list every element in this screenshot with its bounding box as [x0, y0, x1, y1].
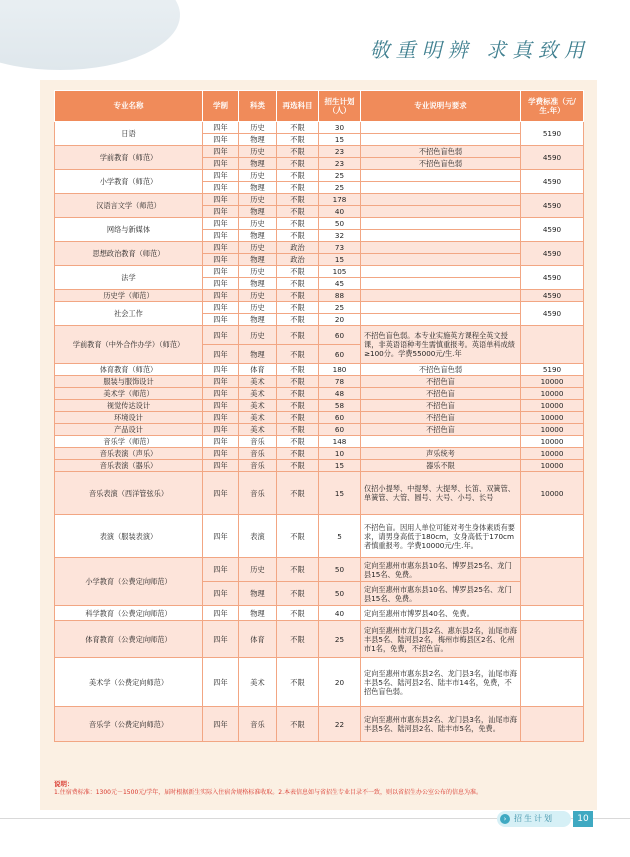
- cell-major: 音乐表演（器乐）: [55, 460, 203, 472]
- cell-elective: 政治: [277, 242, 319, 254]
- header-category: 科类: [239, 91, 277, 122]
- cell-tuition: 10000: [521, 388, 584, 400]
- cell-elective: 不限: [277, 302, 319, 314]
- cell-elective: 不限: [277, 558, 319, 582]
- cell-category: 体育: [239, 364, 277, 376]
- cell-category: 物理: [239, 345, 277, 364]
- cell-plan: 23: [319, 158, 361, 170]
- cell-duration: 四年: [203, 326, 239, 345]
- table-row: [55, 376, 584, 388]
- table-row: [55, 266, 584, 278]
- cell-plan: 30: [319, 122, 361, 134]
- table-row: [55, 515, 584, 558]
- cell-duration: 四年: [203, 472, 239, 515]
- cell-major: 日语: [55, 122, 203, 146]
- cell-elective: 不限: [277, 314, 319, 326]
- cell-plan: 60: [319, 326, 361, 345]
- cell-description: [361, 314, 521, 326]
- cell-duration: 四年: [203, 621, 239, 658]
- cell-major: 历史学（师范）: [55, 290, 203, 302]
- cell-duration: 四年: [203, 278, 239, 290]
- cell-duration: 四年: [203, 606, 239, 621]
- cell-tuition: 10000: [521, 460, 584, 472]
- cell-category: 物理: [239, 158, 277, 170]
- header-plan: 招生计划（人）: [319, 91, 361, 122]
- cell-description: [361, 436, 521, 448]
- cell-description: [361, 170, 521, 182]
- cell-tuition: 4590: [521, 170, 584, 194]
- cell-tuition: [521, 558, 584, 606]
- cell-tuition: 10000: [521, 424, 584, 436]
- cell-plan: 15: [319, 254, 361, 266]
- cell-plan: 60: [319, 424, 361, 436]
- cell-duration: 四年: [203, 424, 239, 436]
- cell-description: [361, 302, 521, 314]
- cell-category: 历史: [239, 266, 277, 278]
- cell-duration: 四年: [203, 158, 239, 170]
- cell-description: 不招色盲: [361, 412, 521, 424]
- cell-major: 法学: [55, 266, 203, 290]
- cell-elective: 不限: [277, 707, 319, 742]
- cell-category: 历史: [239, 146, 277, 158]
- cell-description: 不招色盲: [361, 388, 521, 400]
- cell-category: 历史: [239, 302, 277, 314]
- table-row: [55, 194, 584, 206]
- cell-tuition: 4590: [521, 218, 584, 242]
- cell-elective: 不限: [277, 412, 319, 424]
- cell-category: 物理: [239, 606, 277, 621]
- table-row: [55, 326, 584, 345]
- cell-elective: 不限: [277, 400, 319, 412]
- cell-tuition: 10000: [521, 472, 584, 515]
- cell-description: 不招色盲: [361, 400, 521, 412]
- cell-major: 体育教育（公费定向师范）: [55, 621, 203, 658]
- cell-tuition: 4590: [521, 266, 584, 290]
- cell-duration: 四年: [203, 302, 239, 314]
- table-row: [55, 242, 584, 254]
- cell-tuition: 4590: [521, 290, 584, 302]
- cell-description: [361, 194, 521, 206]
- table-row: [55, 290, 584, 302]
- cell-major: 音乐学（公费定向师范）: [55, 707, 203, 742]
- table-row: [55, 170, 584, 182]
- page-number: 10: [573, 811, 593, 827]
- cell-major: 音乐表演（西洋管弦乐）: [55, 472, 203, 515]
- cell-category: 美术: [239, 400, 277, 412]
- cell-category: 美术: [239, 412, 277, 424]
- cell-major: 网络与新媒体: [55, 218, 203, 242]
- cell-description: [361, 254, 521, 266]
- cell-elective: 不限: [277, 158, 319, 170]
- table-row: [55, 388, 584, 400]
- cell-category: 物理: [239, 254, 277, 266]
- cell-elective: 不限: [277, 146, 319, 158]
- cell-duration: 四年: [203, 582, 239, 606]
- cell-elective: 不限: [277, 290, 319, 302]
- cell-description: [361, 290, 521, 302]
- cell-description: 器乐不限: [361, 460, 521, 472]
- cell-elective: 不限: [277, 182, 319, 194]
- cell-description: 定向至惠州市惠东县10名、博罗县25名、龙门县15名、免费。: [361, 582, 521, 606]
- cell-duration: 四年: [203, 314, 239, 326]
- notes: [54, 780, 584, 797]
- admission-table: [54, 90, 584, 742]
- table-row: [55, 146, 584, 158]
- table-row: [55, 658, 584, 707]
- cell-elective: 不限: [277, 170, 319, 182]
- cell-category: 物理: [239, 314, 277, 326]
- cell-tuition: 10000: [521, 436, 584, 448]
- cell-category: 美术: [239, 376, 277, 388]
- cell-major: 视觉传达设计: [55, 400, 203, 412]
- cell-duration: 四年: [203, 242, 239, 254]
- cell-category: 美术: [239, 424, 277, 436]
- cell-plan: 148: [319, 436, 361, 448]
- cell-description: 不招色盲色弱: [361, 146, 521, 158]
- cell-category: 历史: [239, 290, 277, 302]
- cell-plan: 60: [319, 412, 361, 424]
- cell-category: 历史: [239, 194, 277, 206]
- cell-tuition: 10000: [521, 400, 584, 412]
- cell-tuition: [521, 606, 584, 621]
- cell-duration: 四年: [203, 194, 239, 206]
- cell-description: 不招色盲: [361, 424, 521, 436]
- cell-plan: 50: [319, 558, 361, 582]
- table-row: [55, 436, 584, 448]
- cell-duration: 四年: [203, 146, 239, 158]
- cell-plan: 88: [319, 290, 361, 302]
- cell-elective: 不限: [277, 515, 319, 558]
- cell-elective: 不限: [277, 436, 319, 448]
- cell-category: 物理: [239, 182, 277, 194]
- cell-category: 体育: [239, 621, 277, 658]
- cell-plan: 23: [319, 146, 361, 158]
- cell-tuition: 5190: [521, 364, 584, 376]
- cell-major: 美术学（公费定向师范）: [55, 658, 203, 707]
- cell-elective: 不限: [277, 424, 319, 436]
- cell-major: 社会工作: [55, 302, 203, 326]
- cell-description: 定向至惠州市惠东县2名、龙门县3名，汕尾市海丰县5名、陆河县2名、陆丰市5名，免费。: [361, 707, 521, 742]
- decorative-swoosh: [0, 0, 180, 70]
- cell-category: 历史: [239, 558, 277, 582]
- cell-duration: 四年: [203, 376, 239, 388]
- header-tuition: 学费标准（元/生.年）: [521, 91, 584, 122]
- cell-major: 环境设计: [55, 412, 203, 424]
- cell-tuition: 4590: [521, 242, 584, 266]
- cell-elective: 不限: [277, 230, 319, 242]
- table-row: [55, 472, 584, 515]
- cell-duration: 四年: [203, 460, 239, 472]
- cell-duration: 四年: [203, 206, 239, 218]
- table-header-row: [55, 91, 584, 122]
- cell-plan: 25: [319, 302, 361, 314]
- cell-category: 音乐: [239, 436, 277, 448]
- cell-description: [361, 218, 521, 230]
- cell-tuition: 4590: [521, 146, 584, 170]
- cell-category: 美术: [239, 658, 277, 707]
- cell-plan: 15: [319, 460, 361, 472]
- cell-category: 表演: [239, 515, 277, 558]
- cell-tuition: 4590: [521, 194, 584, 218]
- cell-duration: 四年: [203, 182, 239, 194]
- table-row: [55, 400, 584, 412]
- cell-plan: 50: [319, 582, 361, 606]
- slogan: 敬重明辨 求真致用: [369, 38, 590, 62]
- cell-plan: 45: [319, 278, 361, 290]
- cell-plan: 20: [319, 658, 361, 707]
- cell-tuition: [521, 658, 584, 707]
- cell-description: 定向至惠州市龙门县2名、惠东县2名，汕尾市海丰县5名、陆河县2名，梅州市梅县区2名、化州市1名，免费，不招色盲。: [361, 621, 521, 658]
- cell-plan: 78: [319, 376, 361, 388]
- cell-description: [361, 134, 521, 146]
- table-row: [55, 424, 584, 436]
- cell-plan: 48: [319, 388, 361, 400]
- cell-duration: 四年: [203, 345, 239, 364]
- cell-major: 学前教育（中外合作办学）（师范）: [55, 326, 203, 364]
- cell-category: 历史: [239, 242, 277, 254]
- cell-elective: 不限: [277, 658, 319, 707]
- cell-category: 美术: [239, 388, 277, 400]
- cell-elective: 不限: [277, 376, 319, 388]
- cell-category: 音乐: [239, 448, 277, 460]
- cell-major: 服装与服饰设计: [55, 376, 203, 388]
- cell-plan: 5: [319, 515, 361, 558]
- cell-elective: 不限: [277, 278, 319, 290]
- cell-description: 仅招小提琴、中提琴、大提琴、长笛、双簧管、单簧管、大管、圆号、大号、小号、长号: [361, 472, 521, 515]
- cell-tuition: [521, 707, 584, 742]
- cell-description: 定向至惠州市博罗县40名、免费。: [361, 606, 521, 621]
- cell-plan: 25: [319, 621, 361, 658]
- arrow-icon: ›: [500, 814, 510, 824]
- cell-elective: 不限: [277, 364, 319, 376]
- cell-description: 定向至惠州市惠东县10名、博罗县25名、龙门县15名、免费。: [361, 558, 521, 582]
- cell-elective: 不限: [277, 206, 319, 218]
- cell-plan: 15: [319, 134, 361, 146]
- cell-category: 历史: [239, 170, 277, 182]
- table-row: [55, 606, 584, 621]
- cell-description: 不招色盲。因用人单位可能对考生身体素质有要求，请男身高低于180cm，女身高低于170cm者慎重报考。学费10000元/生.年。: [361, 515, 521, 558]
- cell-plan: 40: [319, 606, 361, 621]
- cell-plan: 22: [319, 707, 361, 742]
- table-row: [55, 302, 584, 314]
- cell-description: [361, 206, 521, 218]
- cell-duration: 四年: [203, 388, 239, 400]
- cell-category: 历史: [239, 218, 277, 230]
- cell-plan: 10: [319, 448, 361, 460]
- cell-duration: 四年: [203, 558, 239, 582]
- cell-duration: 四年: [203, 134, 239, 146]
- cell-duration: 四年: [203, 266, 239, 278]
- table-row: [55, 218, 584, 230]
- cell-major: 美术学（师范）: [55, 388, 203, 400]
- cell-elective: 不限: [277, 266, 319, 278]
- section-label: 招生计划: [514, 814, 554, 823]
- content-panel: [40, 80, 597, 810]
- header-duration: 学制: [203, 91, 239, 122]
- notes-text: 1.住宿费标准：1300元－1500元/学年，届时根据新生实际入住宿舍规格标准收取。2.本表信息如与省招生专业目录不一致，则以省招生办公室公布的信息为准。: [54, 789, 483, 797]
- cell-elective: 不限: [277, 448, 319, 460]
- table-row: [55, 448, 584, 460]
- header-elective: 再选科目: [277, 91, 319, 122]
- cell-description: 定向至惠州市惠东县2名、龙门县3名，汕尾市海丰县5名、陆河县2名、陆丰市14名，免费，不招色盲色弱。: [361, 658, 521, 707]
- cell-plan: 50: [319, 218, 361, 230]
- cell-plan: 15: [319, 472, 361, 515]
- header-description: 专业说明与要求: [361, 91, 521, 122]
- cell-plan: 25: [319, 182, 361, 194]
- cell-elective: 不限: [277, 345, 319, 364]
- cell-elective: 不限: [277, 388, 319, 400]
- cell-description: [361, 242, 521, 254]
- cell-major: 汉语言文学（师范）: [55, 194, 203, 218]
- cell-elective: 不限: [277, 621, 319, 658]
- cell-category: 物理: [239, 206, 277, 218]
- cell-category: 物理: [239, 230, 277, 242]
- cell-plan: 58: [319, 400, 361, 412]
- cell-description: [361, 182, 521, 194]
- cell-tuition: 4590: [521, 302, 584, 326]
- cell-plan: 180: [319, 364, 361, 376]
- table-row: [55, 621, 584, 658]
- cell-elective: 不限: [277, 122, 319, 134]
- cell-description: [361, 122, 521, 134]
- cell-category: 物理: [239, 134, 277, 146]
- cell-elective: 不限: [277, 472, 319, 515]
- cell-duration: 四年: [203, 290, 239, 302]
- table-row: [55, 460, 584, 472]
- cell-plan: 105: [319, 266, 361, 278]
- cell-elective: 不限: [277, 194, 319, 206]
- cell-duration: 四年: [203, 448, 239, 460]
- table-row: [55, 412, 584, 424]
- cell-category: 历史: [239, 122, 277, 134]
- cell-duration: 四年: [203, 400, 239, 412]
- cell-major: 音乐表演（声乐）: [55, 448, 203, 460]
- cell-description: [361, 230, 521, 242]
- cell-major: 产品设计: [55, 424, 203, 436]
- cell-tuition: 10000: [521, 412, 584, 424]
- table-row: [55, 707, 584, 742]
- cell-elective: 政治: [277, 254, 319, 266]
- cell-duration: 四年: [203, 230, 239, 242]
- cell-tuition: [521, 621, 584, 658]
- cell-description: 不招色盲色弱: [361, 158, 521, 170]
- cell-major: 体育教育（师范）: [55, 364, 203, 376]
- header-major: 专业名称: [55, 91, 203, 122]
- table-body: [55, 122, 584, 742]
- cell-duration: 四年: [203, 122, 239, 134]
- cell-elective: 不限: [277, 460, 319, 472]
- cell-category: 音乐: [239, 707, 277, 742]
- table-row: [55, 364, 584, 376]
- cell-tuition: [521, 515, 584, 558]
- cell-tuition: 10000: [521, 376, 584, 388]
- cell-major: 科学教育（公费定向师范）: [55, 606, 203, 621]
- cell-major: 小学教育（师范）: [55, 170, 203, 194]
- cell-plan: 25: [319, 170, 361, 182]
- cell-major: 思想政治教育（师范）: [55, 242, 203, 266]
- cell-elective: 不限: [277, 582, 319, 606]
- cell-duration: 四年: [203, 218, 239, 230]
- cell-duration: 四年: [203, 412, 239, 424]
- cell-tuition: 5190: [521, 122, 584, 146]
- cell-plan: 178: [319, 194, 361, 206]
- cell-plan: 73: [319, 242, 361, 254]
- cell-category: 音乐: [239, 460, 277, 472]
- cell-duration: 四年: [203, 254, 239, 266]
- cell-duration: 四年: [203, 436, 239, 448]
- table-row: [55, 122, 584, 134]
- cell-duration: 四年: [203, 707, 239, 742]
- cell-major: 小学教育（公费定向师范）: [55, 558, 203, 606]
- cell-description: [361, 266, 521, 278]
- cell-duration: 四年: [203, 364, 239, 376]
- cell-plan: 40: [319, 206, 361, 218]
- cell-description: 不招色盲: [361, 376, 521, 388]
- cell-major: 表演（服装表演）: [55, 515, 203, 558]
- cell-description: 不招色盲色弱。本专业实施英方课程全英文授课，非英语语种考生需慎重报考。英语单科成绩≥100分。学费55000元/生.年: [361, 326, 521, 364]
- cell-plan: 20: [319, 314, 361, 326]
- cell-tuition: 10000: [521, 448, 584, 460]
- cell-elective: 不限: [277, 134, 319, 146]
- table-row: [55, 558, 584, 582]
- cell-description: [361, 278, 521, 290]
- cell-plan: 60: [319, 345, 361, 364]
- notes-title: 说明：: [54, 780, 74, 788]
- cell-major: 音乐学（师范）: [55, 436, 203, 448]
- cell-category: 历史: [239, 326, 277, 345]
- cell-plan: 32: [319, 230, 361, 242]
- cell-category: 物理: [239, 278, 277, 290]
- page-header: [0, 0, 630, 80]
- cell-description: 不招色盲色弱: [361, 364, 521, 376]
- cell-category: 音乐: [239, 472, 277, 515]
- cell-description: 声乐统考: [361, 448, 521, 460]
- cell-duration: 四年: [203, 170, 239, 182]
- cell-elective: 不限: [277, 606, 319, 621]
- cell-duration: 四年: [203, 515, 239, 558]
- cell-elective: 不限: [277, 218, 319, 230]
- cell-category: 物理: [239, 582, 277, 606]
- cell-duration: 四年: [203, 658, 239, 707]
- cell-tuition: [521, 326, 584, 364]
- cell-major: 学前教育（师范）: [55, 146, 203, 170]
- cell-elective: 不限: [277, 326, 319, 345]
